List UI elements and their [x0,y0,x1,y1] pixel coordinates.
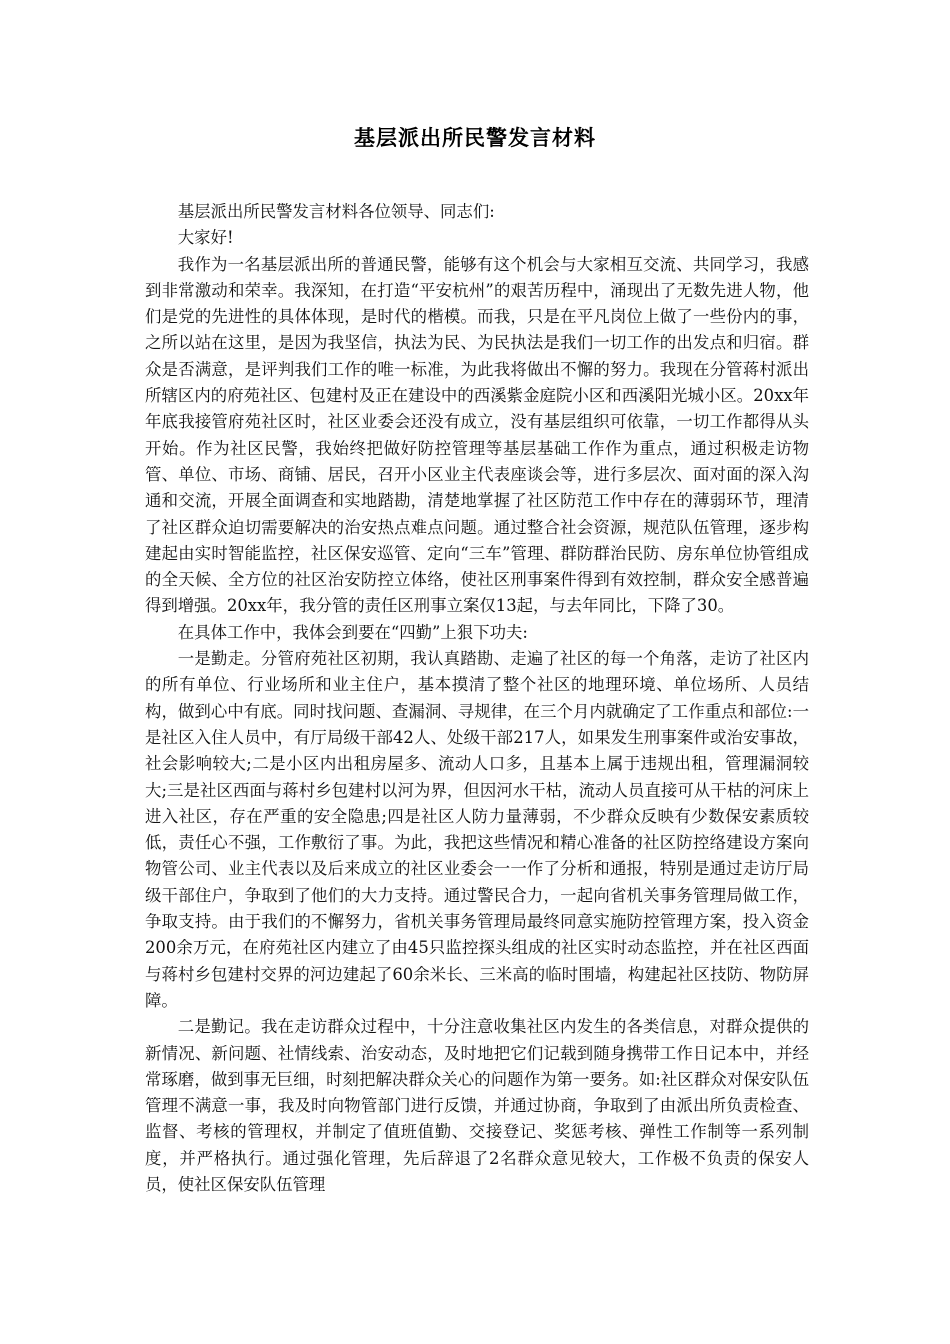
document-title: 基层派出所民警发言材料 [354,125,596,150]
body-paragraph: 在具体工作中，我体会到要在“四勤”上狠下功夫: [177,622,528,642]
body-paragraph: 我作为一名基层派出所的普通民警，能够有这个机会与大家相互交流、共同学习，我感到非常激动和荣幸。我深知，在打造“平安杭州”的艰苦历程中，涌现出了无数先进人物，他们是党的先进性的具体体现，是时代的楷模。而我，只是在平凡岗位上做了一些份内的事，之所以站在这里，是因为我坚信，执法为民、为民执法是我们一切工作的出发点和归宿。群众是否满意，是评判我们工作的唯一标准，为此我将做出不懈的努力。我现在分管蒋村派出所辖区内的府苑社区、包建村及正在建设中的西溪紫金庭院小区和西溪阳光城小区。20xx年年底我接管府苑社区时，社区业委会还没有成立，没有基层组织可依靠，一切工作都得从头开始。作为社区民警，我始终把做好防控管理等基层基础工作作为重点，通过积极走访物管、单位、市场、商铺、居民，召开小区业主代表座谈会等，进行多层次、面对面的深入沟通和交流，开展全面调查和实地踏勘，清楚地掌握了社区防范工作中存在的薄弱环节，理清了社区群众迫切需要解决的治安热点难点问题。通过整合社会资源，规范队伍管理，逐步构建起由实时智能监控，社区保安巡管、定向“三车”管理、群防群治民防、房东单位协管组成的全天候、全方位的社区治安防控立体络，使社区刑事案件得到有效控制，群众安全感普遍得到增强。20xx年，我分管的责任区刑事立案仅13起，与去年同比，下降了30。 [145,254,809,616]
body-paragraph: 一是勤走。分管府苑社区初期，我认真踏勘、走遍了社区的每一个角落，走访了社区内的所有单位、行业场所和业主住户，基本摸清了整个社区的地理环境、单位场所、人员结构，做到心中有底。同时找问题、查漏洞、寻规律，在三个月内就确定了工作重点和部位:一是社区入住人员中，有厅局级干部42人、处级干部217人，如果发生刑事案件或治安事故，社会影响较大;二是小区内出租房屋多、流动人口多，且基本上属于违规出租，管理漏洞较大;三是社区西面与蒋村乡包建村以河为界，但因河水干枯，流动人员直接可从干枯的河床上进入社区，存在严重的安全隐患;四是社区人防力量薄弱，不少群众反映有少数保安素质较低，责任心不强，工作敷衍了事。为此，我把这些情况和精心准备的社区防控络建设方案向物管公司、业主代表以及后来成立的社区业委会一一作了分析和通报，特别是通过走访厅局级干部住户，争取到了他们的大力支持。通过警民合力，一起向省机关事务管理局做工作，争取支持。由于我们的不懈努力，省机关事务管理局最终同意实施防控管理方案，投入资金200余万元，在府苑社区内建立了由45只监控探头组成的社区实时动态监控，并在社区西面与蒋村乡包建村交界的河边建起了60余米长、三米高的临时围墙，构建起社区技防、物防屏障。 [145,649,809,1010]
body-paragraph: 二是勤记。我在走访群众过程中，十分注意收集社区内发生的各类信息，对群众提供的新情况、新问题、社情线索、治安动态，及时地把它们记载到随身携带工作日记本中，并经常琢磨，做到事无巨细，时刻把解决群众关心的问题作为第一要务。如:社区群众对保安队伍管理不满意一事，我及时向物管部门进行反馈，并通过协商，争取到了由派出所负责检查、监督、考核的管理权，并制定了值班值勤、交接登记、奖惩考核、弹性工作制等一系列制度，并严格执行。通过强化管理，先后辞退了2名群众意见较大，工作极不负责的保安人员，使社区保安队伍管理 [145,1017,809,1194]
greeting-paragraph: 大家好! [177,228,234,248]
salutation-paragraph: 基层派出所民警发言材料各位领导、同志们: [177,202,495,221]
document-body [145,199,809,1198]
